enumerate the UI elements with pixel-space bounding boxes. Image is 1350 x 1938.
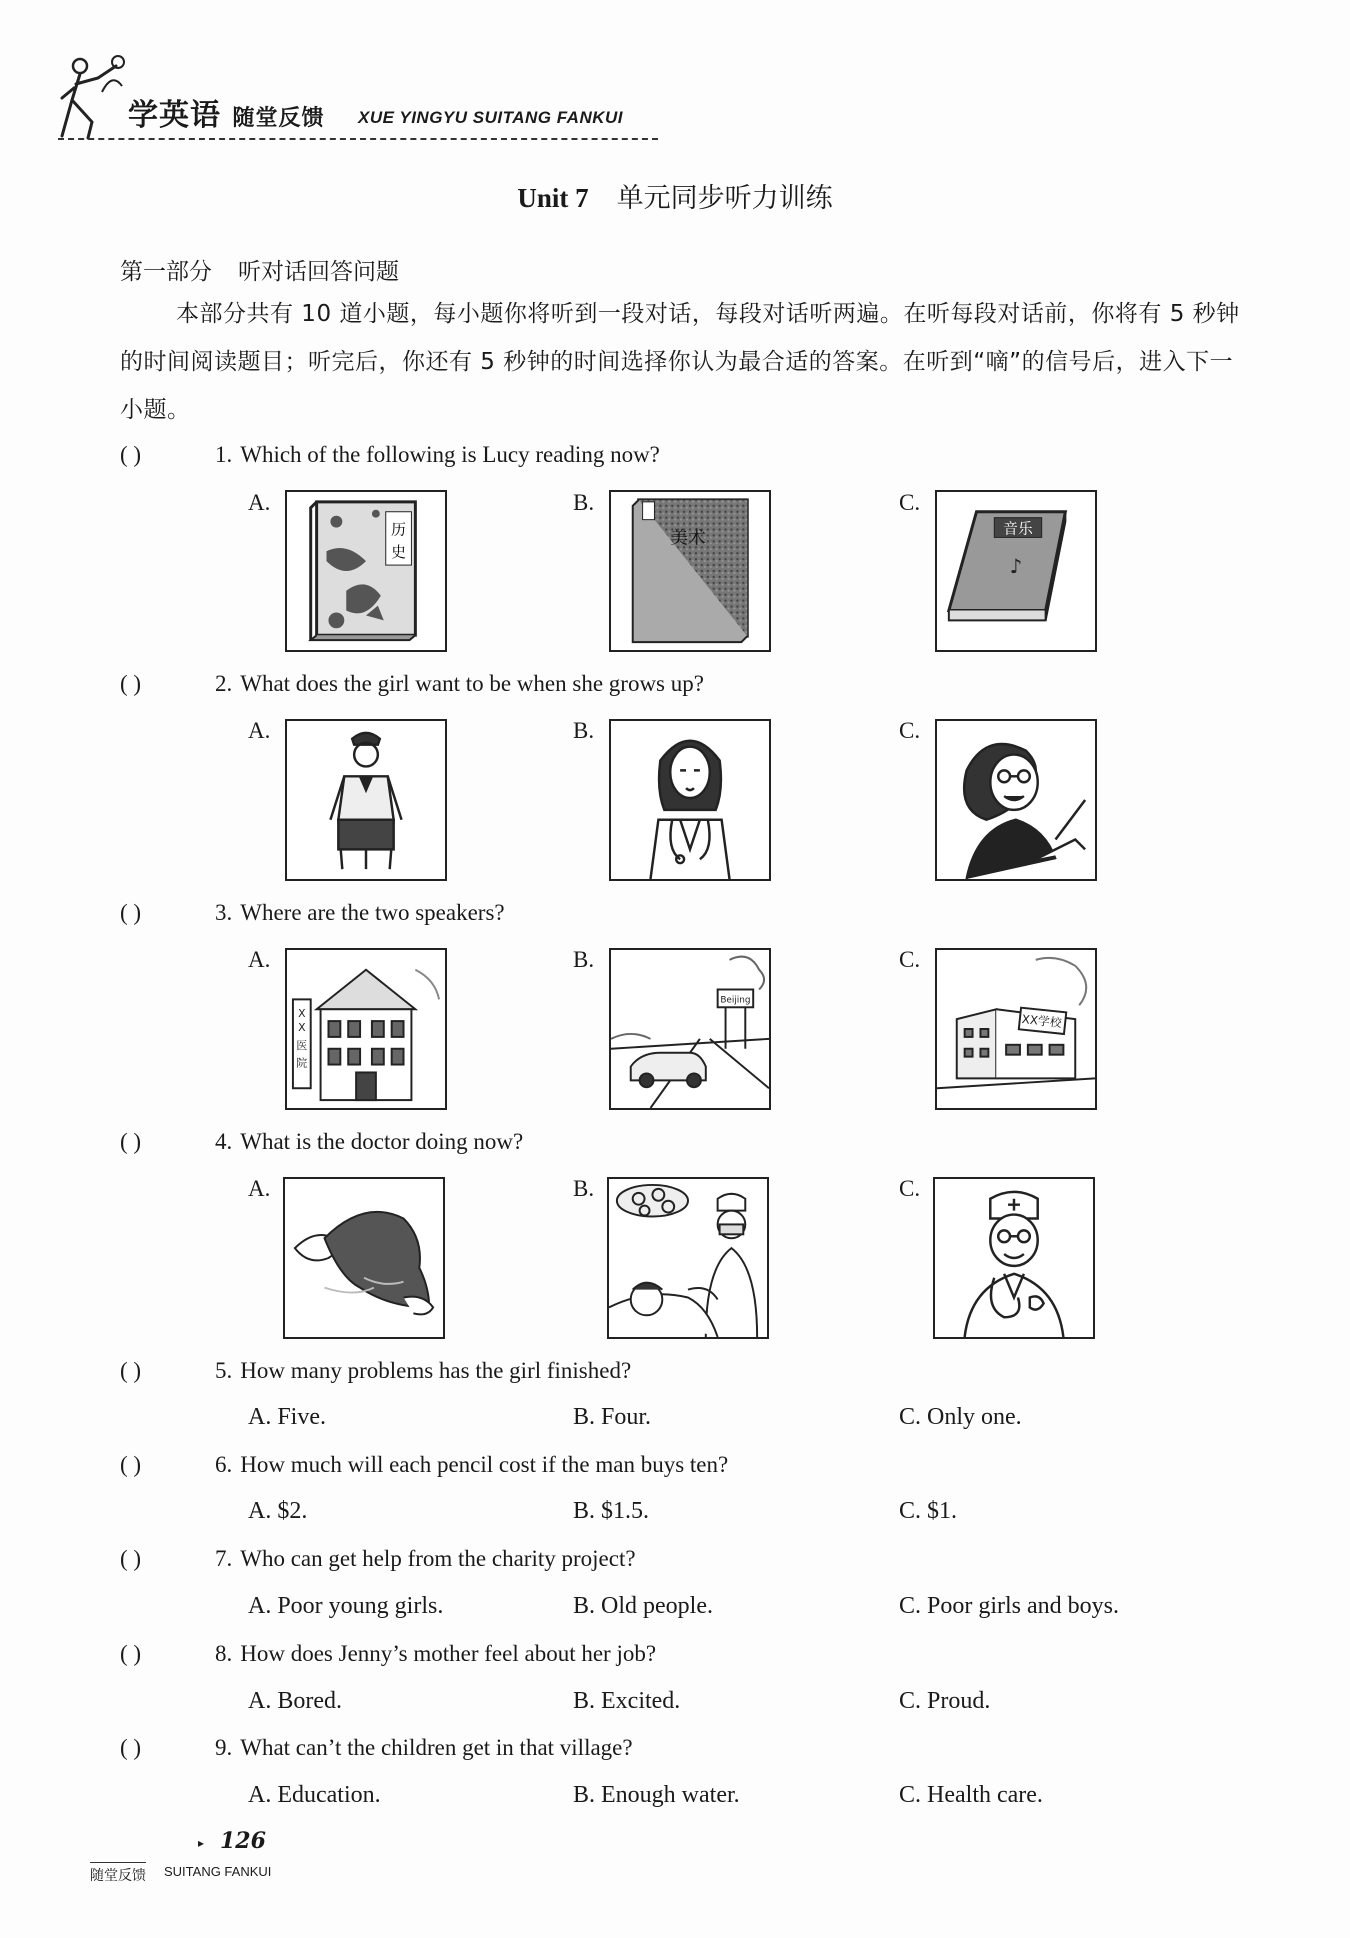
question-1: ( ) 1. Which of the following is Lucy reading now? xyxy=(120,442,660,467)
question-7: ( ) 7. Who can get help from the charity project? xyxy=(120,1546,636,1571)
police-officer-icon[interactable] xyxy=(285,719,447,881)
question-4: ( ) 4. What is the doctor doing now? xyxy=(120,1129,524,1154)
svg-text:音乐: 音乐 xyxy=(1003,520,1033,538)
svg-text:医: 医 xyxy=(296,1038,308,1052)
option-label[interactable]: A. xyxy=(248,490,271,515)
question-5: ( ) 5. How many problems has the girl finished? xyxy=(120,1358,632,1383)
footer-label-en: SUITANG FANKUI xyxy=(164,1864,272,1879)
question-3: ( ) 3. Where are the two speakers? xyxy=(120,900,505,925)
footer-label-cn: 随堂反馈 xyxy=(90,1862,146,1885)
header-divider xyxy=(58,138,658,140)
option-a[interactable]: A. Education. xyxy=(248,1782,381,1808)
option-label[interactable]: C. xyxy=(899,718,921,743)
sleeping-icon[interactable] xyxy=(283,1177,445,1339)
answer-blank[interactable]: ( ) xyxy=(120,671,142,696)
option-c[interactable]: C. Poor girls and boys. xyxy=(899,1593,1120,1619)
hospital-icon[interactable] xyxy=(285,948,447,1110)
option-label[interactable]: A. xyxy=(248,1176,271,1201)
svg-text:院: 院 xyxy=(296,1056,308,1070)
option-a[interactable]: A. $2. xyxy=(248,1498,308,1524)
option-b[interactable]: B. Old people. xyxy=(573,1593,713,1619)
pic-text-1a: 历 xyxy=(391,521,406,539)
option-b[interactable]: B. Excited. xyxy=(573,1688,681,1714)
option-label[interactable]: B. xyxy=(573,718,595,743)
option-a[interactable]: A. Five. xyxy=(248,1404,326,1430)
operation-icon[interactable] xyxy=(607,1177,769,1339)
option-b[interactable]: B. $1.5. xyxy=(573,1498,650,1524)
svg-text:X: X xyxy=(298,1007,306,1021)
answer-blank[interactable]: ( ) xyxy=(120,1358,142,1383)
school-icon[interactable] xyxy=(935,948,1097,1110)
question-2: ( ) 2. What does the girl want to be when she grows up? xyxy=(120,671,704,696)
teacher-icon[interactable] xyxy=(935,719,1097,881)
option-label[interactable]: B. xyxy=(573,490,595,515)
svg-text:XX学校: XX学校 xyxy=(1021,1012,1063,1031)
unit-title: Unit 7 单元同步听力训练 xyxy=(517,183,833,214)
answer-blank[interactable]: ( ) xyxy=(120,900,142,925)
answer-blank[interactable]: ( ) xyxy=(120,1735,142,1760)
option-label[interactable]: C. xyxy=(899,490,921,515)
header-title-en: XUE YINGYU SUITANG FANKUI xyxy=(358,108,624,127)
option-label[interactable]: B. xyxy=(573,1176,595,1201)
svg-text:美术: 美术 xyxy=(670,528,706,549)
triangle-icon: ▸ xyxy=(198,1836,205,1850)
doctor-icon[interactable] xyxy=(609,719,771,881)
option-label[interactable]: A. xyxy=(248,947,271,972)
runner-logo-icon xyxy=(58,52,128,142)
answer-blank[interactable]: ( ) xyxy=(120,442,142,467)
option-c[interactable]: C. Only one. xyxy=(899,1404,1022,1430)
question-8: ( ) 8. How does Jenny’s mother feel about her job? xyxy=(120,1641,657,1666)
option-b[interactable]: B. Four. xyxy=(573,1404,652,1430)
option-label[interactable]: A. xyxy=(248,718,271,743)
book-header xyxy=(58,52,658,147)
doctor-portrait-icon[interactable] xyxy=(933,1177,1095,1339)
option-a[interactable]: A. Bored. xyxy=(248,1688,342,1714)
option-label[interactable]: B. xyxy=(573,947,595,972)
header-title-cn: 学英语 随堂反馈 xyxy=(128,98,325,133)
svg-text:♪: ♪ xyxy=(1009,554,1023,578)
svg-text:史: 史 xyxy=(391,544,406,562)
answer-blank[interactable]: ( ) xyxy=(120,1452,142,1477)
option-label[interactable]: C. xyxy=(899,947,921,972)
option-b[interactable]: B. Enough water. xyxy=(573,1782,740,1808)
option-c[interactable]: C. $1. xyxy=(899,1498,958,1524)
road-car-icon[interactable] xyxy=(609,948,771,1110)
book-history-icon[interactable] xyxy=(285,490,447,652)
answer-blank[interactable]: ( ) xyxy=(120,1641,142,1666)
svg-text:Beijing: Beijing xyxy=(720,995,751,1006)
option-c[interactable]: C. Health care. xyxy=(899,1782,1043,1808)
svg-text:X: X xyxy=(298,1020,306,1034)
question-6: ( ) 6. How much will each pencil cost if the man buys ten? xyxy=(120,1452,729,1477)
page-number: 126 xyxy=(220,1828,266,1854)
option-a[interactable]: A. Poor young girls. xyxy=(248,1593,444,1619)
answer-blank[interactable]: ( ) xyxy=(120,1129,142,1154)
book-music-icon[interactable] xyxy=(935,490,1097,652)
option-label[interactable]: C. xyxy=(899,1176,921,1201)
page-footer xyxy=(90,1828,310,1888)
question-9: ( ) 9. What can’t the children get in that village? xyxy=(120,1735,633,1760)
answer-blank[interactable]: ( ) xyxy=(120,1546,142,1571)
section-heading: 第一部分 听对话回答问题 xyxy=(120,259,399,285)
book-art-icon[interactable] xyxy=(609,490,771,652)
instructions: 本部分共有 10 道小题，每小题你将听到一段对话，每段对话听两遍。在听每段对话前，你将有 5 秒钟的时间阅读题目；听完后，你还有 5 秒钟的时间选择你认为最合适的答案。在听到“嘀”的信号后，进入下一小题。 xyxy=(120,301,1240,423)
option-c[interactable]: C. Proud. xyxy=(899,1688,991,1714)
